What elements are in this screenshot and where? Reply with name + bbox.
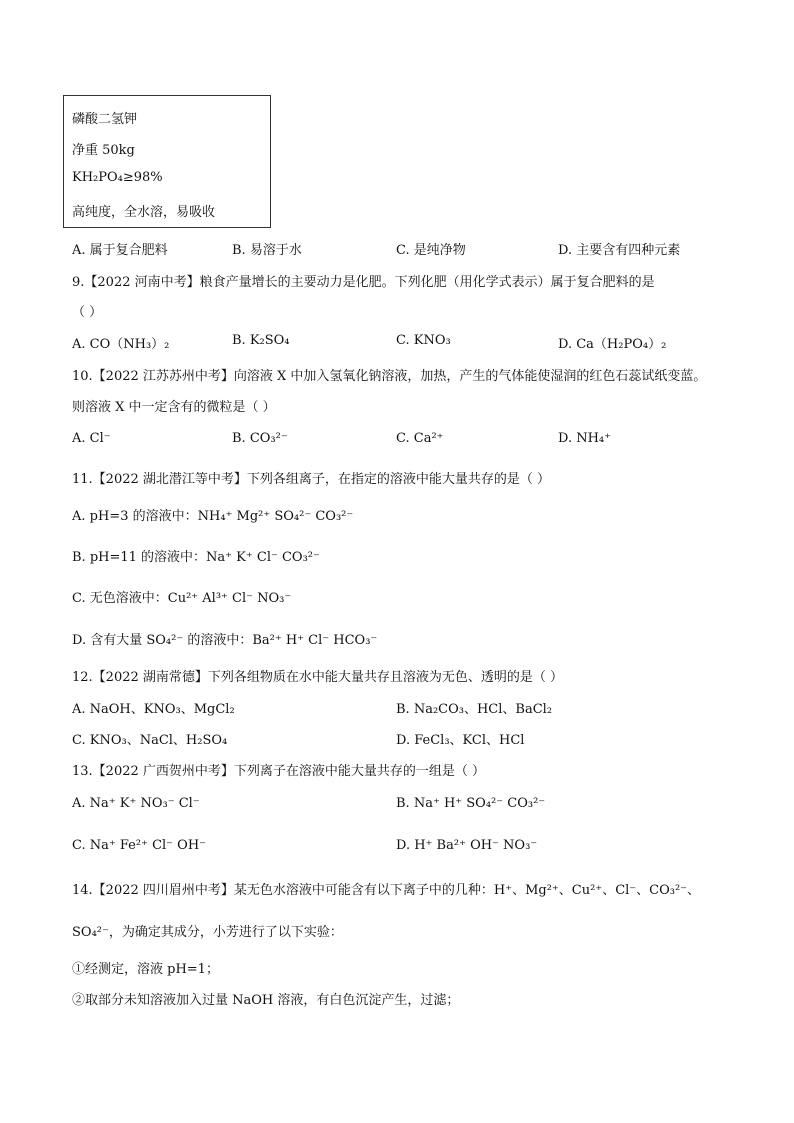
q9-option-c: C. KNO₃	[396, 333, 451, 348]
q14-step-1: ①经测定，溶液 pH=1；	[72, 962, 219, 977]
q10-option-b: B. CO₃²⁻	[232, 431, 288, 446]
q8-option-c: C. 是纯净物	[396, 243, 466, 258]
q14-stem-line1: 14.【2022 四川眉州中考】某无色水溶液中可能含有以下离子中的几种：H⁺、Mg²⁺、Cu²⁺、Cl⁻、CO₃²⁻、	[72, 883, 701, 898]
q12-option-a: A. NaOH、KNO₃、MgCl₂	[72, 702, 235, 717]
q11-option-b: B. pH=11 的溶液中：Na⁺ K⁺ Cl⁻ CO₃²⁻	[72, 550, 320, 565]
q14-stem-line2: SO₄²⁻，为确定其成分，小芳进行了以下实验：	[72, 925, 343, 940]
q10-stem-line1: 10.【2022 江苏苏州中考】向溶液 X 中加入氢氧化钠溶液，加热，产生的气体能使湿润的红色石蕊试纸变蓝。	[72, 369, 707, 384]
q13-stem: 13.【2022 广西贺州中考】下列离子在溶液中能大量共存的一组是（ ）	[72, 764, 486, 779]
q10-stem-line2: 则溶液 X 中一定含有的微粒是（ ）	[72, 400, 276, 415]
label-name: 磷酸二氢钾	[72, 112, 138, 127]
q13-option-d: D. H⁺ Ba²⁺ OH⁻ NO₃⁻	[396, 838, 538, 853]
q8-option-d: D. 主要含有四种元素	[558, 243, 681, 258]
q10-option-c: C. Ca²⁺	[396, 431, 444, 446]
label-weight: 净重 50kg	[72, 143, 135, 158]
q13-option-c: C. Na⁺ Fe²⁺ Cl⁻ OH⁻	[72, 838, 207, 853]
q11-option-a: A. pH=3 的溶液中：NH₄⁺ Mg²⁺ SO₄²⁻ CO₃²⁻	[72, 509, 354, 524]
q12-stem: 12.【2022 湖南常德】下列各组物质在水中能大量共存且溶液为无色、透明的是（ ）	[72, 670, 564, 685]
q10-option-d: D. NH₄⁺	[558, 431, 612, 446]
q12-option-b: B. Na₂CO₃、HCl、BaCl₂	[396, 702, 553, 717]
q8-option-b: B. 易溶于水	[232, 243, 302, 258]
q14-step-2: ②取部分未知溶液加入过量 NaOH 溶液，有白色沉淀产生，过滤；	[72, 993, 460, 1008]
label-description: 高纯度，全水溶，易吸收	[72, 205, 216, 220]
q9-option-a: A. CO（NH₃）₂	[72, 337, 170, 352]
q9-stem-line1: 9.【2022 河南中考】粮食产量增长的主要动力是化肥。下列化肥（用化学式表示）属于复合肥料的是	[72, 275, 655, 290]
q11-option-d: D. 含有大量 SO₄²⁻ 的溶液中：Ba²⁺ H⁺ Cl⁻ HCO₃⁻	[72, 633, 378, 648]
fertilizer-label-box	[63, 95, 271, 228]
q9-stem-line2: （ ）	[72, 305, 103, 320]
q11-option-c: C. 无色溶液中：Cu²⁺ Al³⁺ Cl⁻ NO₃⁻	[72, 591, 292, 606]
q8-option-a: A. 属于复合肥料	[72, 243, 168, 258]
q9-option-d: D. Ca（H₂PO₄）₂	[558, 337, 667, 352]
q13-option-a: A. Na⁺ K⁺ NO₃⁻ Cl⁻	[72, 796, 200, 811]
q12-option-d: D. FeCl₃、KCl、HCl	[396, 733, 525, 748]
q11-stem: 11.【2022 湖北潜江等中考】下列各组离子，在指定的溶液中能大量共存的是（ ）	[72, 472, 551, 487]
label-formula: KH₂PO₄≥98%	[72, 170, 163, 185]
q12-option-c: C. KNO₃、NaCl、H₂SO₄	[72, 733, 228, 748]
q9-option-b: B. K₂SO₄	[232, 333, 290, 348]
q10-option-a: A. Cl⁻	[72, 431, 111, 446]
q13-option-b: B. Na⁺ H⁺ SO₄²⁻ CO₃²⁻	[396, 796, 546, 811]
